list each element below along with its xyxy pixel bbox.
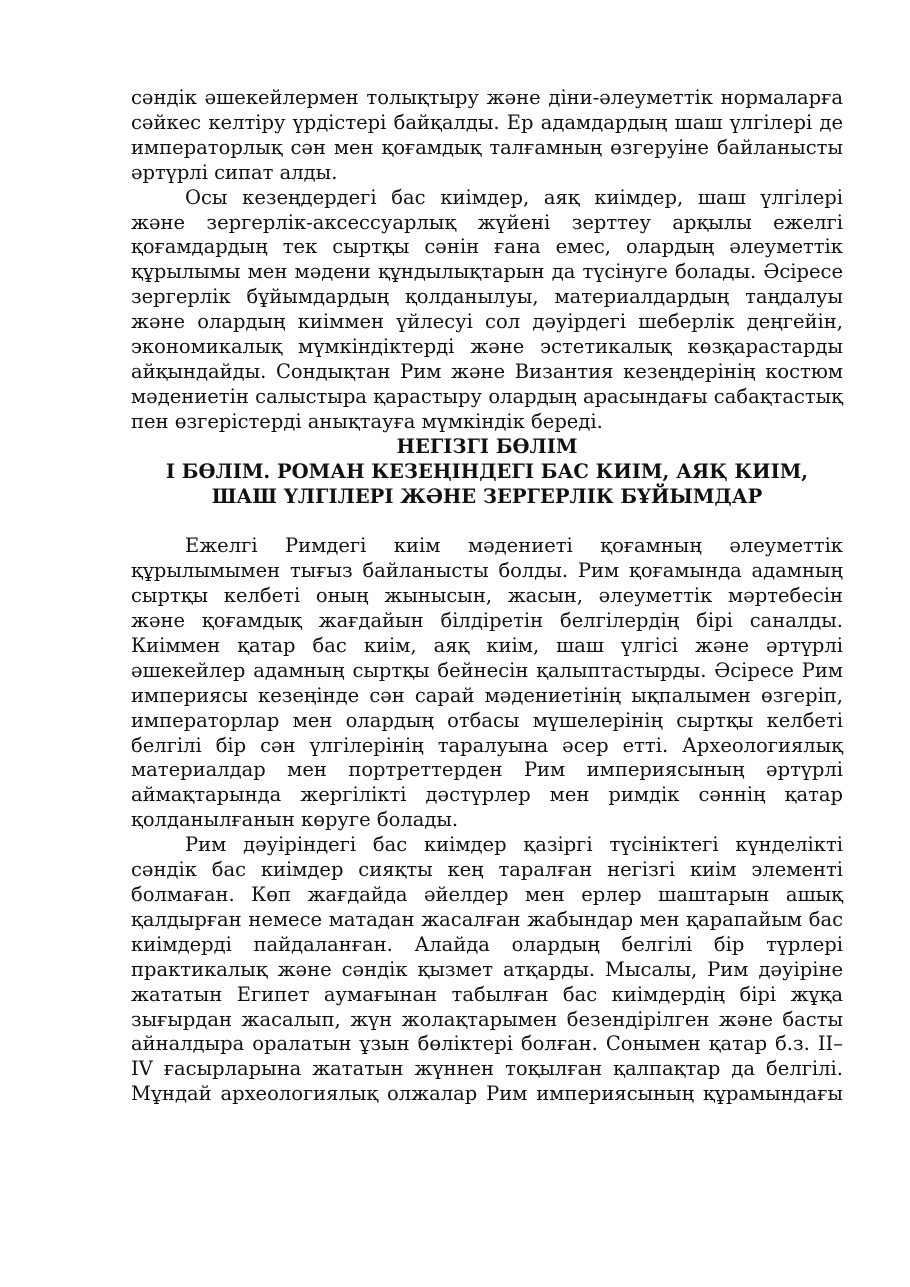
body-paragraph-headwear: Рим дәуіріндегі бас киімдер қазіргі түсініктегі күнделікті сәндік бас киімдер сияқты кең таралған негізгі киім элементі болмаған. Көп жағдайда әйелдер мен ерлер шаштарын ашық қалдырған немесе матадан жасалған жабындар мен қарапайым бас киімдерді пайдаланған. Алайда олардың белгілі бір түрлері практикалық және сәндік қызмет атқарды. Мысалы, Рим дәуіріне жататын Египет аумағынан табылған бас киімдердің бірі жұқа зығырдан жасалып, жүн жолақтарымен безендірілген және басты айналдыра оралатын ұзын бөліктері болған. Сонымен қатар б.з. II–IV ғасырларына жататын жүннен тоқылған қалпақтар да белгілі. Мұндай археологиялық олжалар Рим империясының құрамындағы xyxy=(131,833,843,1106)
blank-line xyxy=(131,509,843,534)
section-heading-line-2: ШАШ ҮЛГІЛЕРІ ЖӘНЕ ЗЕРГЕРЛІК БҰЙЫМДАР xyxy=(211,484,763,508)
intro-paragraph-continuation: сәндік әшекейлермен толықтыру және діни-әлеуметтік нормаларға сәйкес келтіру үрдістері байқалды. Ер адамдардың шаш үлгілері де императорлық сән мен қоғамдық талғамның өзгеруіне байланысты әртүрлі сипат алды. xyxy=(131,86,843,184)
intro-paragraph: Осы кезеңдердегі бас киімдер, аяқ киімдер, шаш үлгілері және зергерлік-аксессуарлық жүйені зерттеу арқылы ежелгі қоғамдардың тек сыртқы сәнін ғана емес, олардың әлеуметтік құрылымы мен мәдени құндылықтарын да түсінуге болады. Әсіресе зергерлік бұйымдардың қолданылуы, материалдардың таңдалуы және олардың киіммен үйлесуі сол дәуірдегі шеберлік деңгейін, экономикалық мүмкіндіктерді және эстетикалық көзқарастарды айқындайды. Сондықтан Рим және Византия кезеңдерінің костюм мәдениетін салыстыра қарастыру олардың арасындағы сабақтастық пен өзгерістерді анықтауға мүмкіндік береді. xyxy=(131,185,843,433)
document-page xyxy=(131,86,843,1107)
body-paragraph-rome-culture: Ежелгі Римдегі киім мәдениеті қоғамның әлеуметтік құрылымымен тығыз байланысты болды. Рим қоғамында адамның сыртқы келбеті оның жынысын, жасын, әлеуметтік мәртебесін және қоғамдық жағдайын білдіретін белгілердің бірі саналды. Киіммен қатар бас киім, аяқ киім, шаш үлгісі және әртүрлі әшекейлер адамның сыртқы бейнесін қалыптастырды. Әсіресе Рим империясы кезеңінде сән сарай мәдениетінің ықпалымен өзгеріп, императорлар мен олардың отбасы мүшелерінің сыртқы келбеті белгілі бір сән үлгілерінің таралуына әсер етті. Археологиялық материалдар мен портреттерден Рим империясының әртүрлі аймақтарында жергілікті дәстүрлер мен римдік сәннің қатар қолданылғанын көруге болады. xyxy=(131,534,843,832)
section-heading-line-1: І БӨЛІМ. РОМАН КЕЗЕҢІНДЕГІ БАС КИІМ, АЯҚ КИІМ, xyxy=(165,459,809,483)
main-heading: НЕГІЗГІ БӨЛІМ xyxy=(396,434,578,458)
